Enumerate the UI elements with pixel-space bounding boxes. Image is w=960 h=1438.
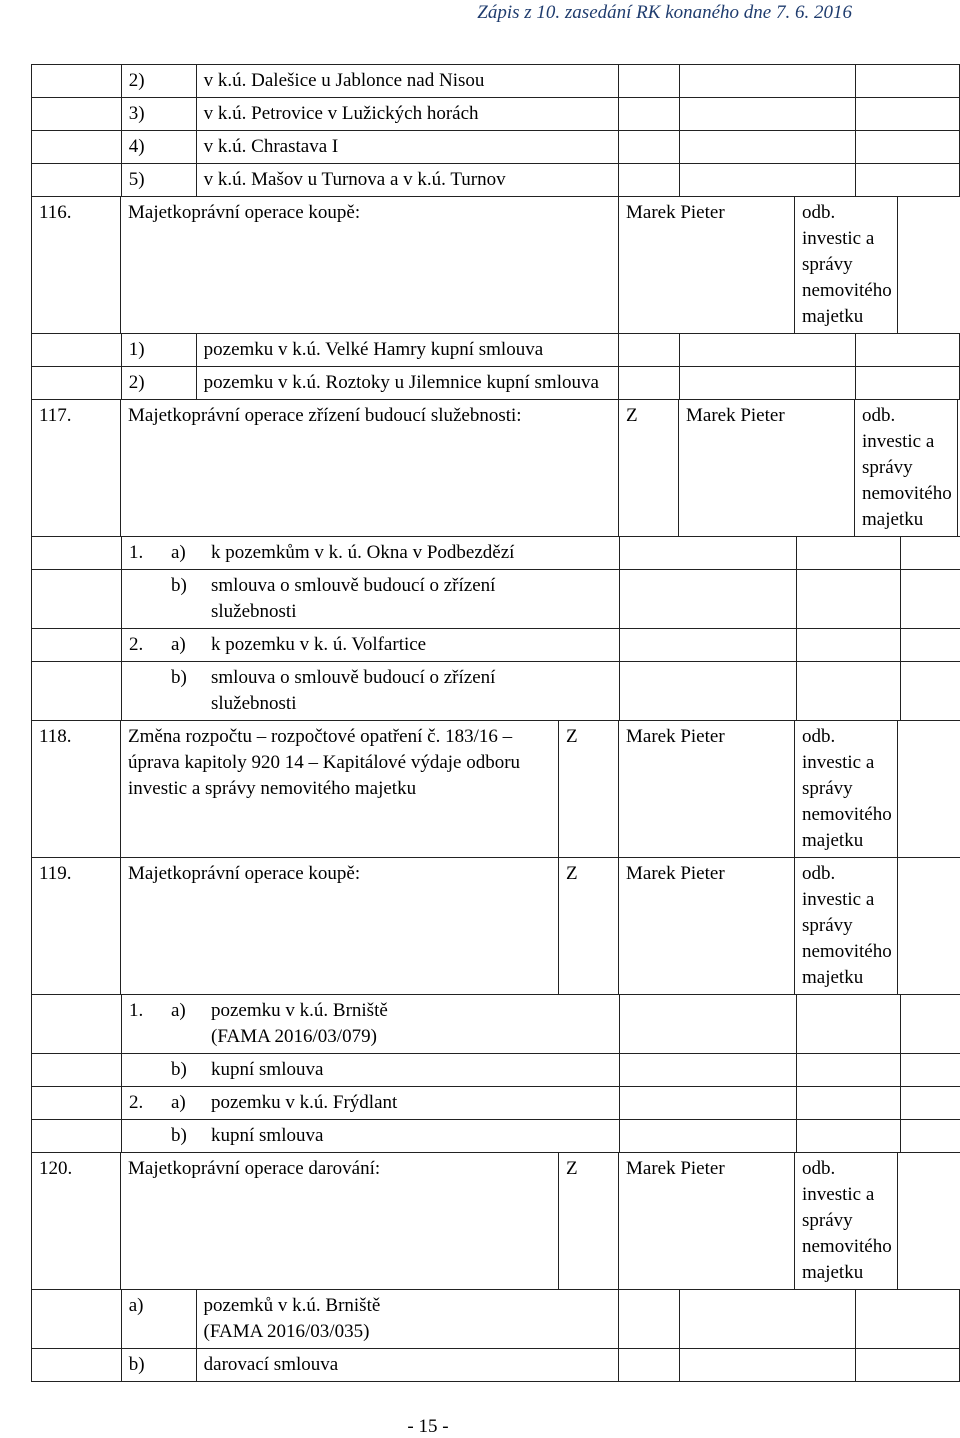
item-title: Změna rozpočtu – rozpočtové opatření č. 183/16 – úprava kapitoly 920 14 – Kapitálové výdaje odboru investic a správy nemovitého majetku (121, 721, 559, 857)
list-letter: a) (171, 634, 186, 655)
page-number: - 15 - (407, 1416, 449, 1437)
list-letter: b) (171, 1059, 187, 1080)
list-text: k pozemkům v k. ú. Okna v Podbezdězí (211, 542, 515, 563)
table-row (32, 164, 960, 197)
list-number: 2) (122, 65, 197, 97)
item-person: Marek Pieter (619, 721, 795, 857)
item-person: Marek Pieter (679, 400, 855, 536)
list-text: pozemku v k.ú. Velké Hamry kupní smlouva (197, 334, 619, 366)
list-text (122, 662, 620, 720)
list-text: smlouva o smlouvě budoucí o zřízení služebnosti (211, 667, 496, 714)
page-header: Zápis z 10. zasedání RK konaného dne 7. 6. 2016 (477, 2, 852, 23)
list-letter: a) (171, 542, 186, 563)
item-title: Majetkoprávní operace darování: (121, 1153, 559, 1289)
list-number: 1) (122, 334, 197, 366)
list-text: pozemku v k.ú. Roztoky u Jilemnice kupní smlouva (197, 367, 619, 399)
list-text: pozemku v k.ú. Frýdlant (211, 1092, 398, 1113)
item-mark: Z (559, 721, 619, 857)
item-mark: Z (559, 858, 619, 994)
list-number: b) (122, 1349, 197, 1381)
list-text (122, 1054, 620, 1086)
item-person: Marek Pieter (619, 197, 795, 333)
list-text (122, 537, 620, 569)
list-text: darovací smlouva (197, 1349, 619, 1381)
list-text (122, 629, 620, 661)
table-row (32, 334, 960, 367)
list-number: 3) (122, 98, 197, 130)
list-text: pozemků v k.ú. Brniště (FAMA 2016/03/035) (203, 1295, 381, 1342)
list-number: a) (122, 1290, 197, 1348)
list-number (129, 1123, 171, 1149)
list-number: 4) (122, 131, 197, 163)
list-number: 5) (122, 164, 197, 196)
list-letter: b) (171, 667, 187, 688)
item-department: odb. investic a správy nemovitého majetku (795, 1153, 898, 1289)
item-number: 116. (32, 197, 121, 333)
list-text: pozemku v k.ú. Brniště (FAMA 2016/03/079) (211, 1000, 388, 1047)
list-letter: b) (171, 1125, 187, 1146)
list-text: k pozemku v k. ú. Volfartice (211, 634, 427, 655)
table-row (32, 400, 960, 537)
table-row (32, 131, 960, 164)
list-letter: b) (171, 575, 187, 596)
list-number: 1. (129, 542, 144, 563)
table-row (32, 1349, 960, 1382)
item-department: odb. investic a správy nemovitého majetku (795, 721, 898, 857)
table-row (32, 995, 960, 1054)
table-row (32, 197, 960, 334)
table-row (32, 1054, 960, 1087)
table-row (32, 1290, 960, 1349)
list-text (122, 1120, 620, 1152)
list-text: v k.ú. Dalešice u Jablonce nad Nisou (197, 65, 619, 97)
table-row (32, 721, 960, 858)
item-department: odb. investic a správy nemovitého majetku (795, 858, 898, 994)
list-text: kupní smlouva (211, 1125, 324, 1146)
table-row (32, 367, 960, 400)
table-row (32, 570, 960, 629)
list-text (122, 1087, 620, 1119)
table-row (32, 662, 960, 721)
table-row (32, 1087, 960, 1120)
list-text (122, 570, 620, 628)
list-text: v k.ú. Petrovice v Lužických horách (197, 98, 619, 130)
table-row (32, 1120, 960, 1153)
list-text: kupní smlouva (211, 1059, 324, 1080)
item-department: odb. investic a správy nemovitého majetku (795, 197, 898, 333)
list-number: 2. (129, 1092, 144, 1113)
list-text (122, 995, 620, 1053)
agenda-table (31, 64, 960, 1382)
item-mark: Z (559, 1153, 619, 1289)
list-number: 2. (129, 634, 144, 655)
item-department: odb. investic a správy nemovitého majetku (855, 400, 958, 536)
item-number: 118. (32, 721, 121, 857)
list-text: v k.ú. Chrastava I (197, 131, 619, 163)
item-person: Marek Pieter (619, 1153, 795, 1289)
table-row (32, 629, 960, 662)
table-row (32, 65, 960, 98)
list-text: smlouva o smlouvě budoucí o zřízení služebnosti (211, 575, 496, 622)
item-person: Marek Pieter (619, 858, 795, 994)
list-number (129, 573, 171, 625)
item-title: Majetkoprávní operace koupě: (121, 197, 619, 333)
list-number (129, 1057, 171, 1083)
list-number: 2) (122, 367, 197, 399)
list-letter: a) (171, 1000, 186, 1021)
item-number: 117. (32, 400, 121, 536)
item-number: 119. (32, 858, 121, 994)
table-row (32, 98, 960, 131)
table-row (32, 858, 960, 995)
table-row (32, 1153, 960, 1290)
list-number (129, 665, 171, 717)
table-row (32, 537, 960, 570)
item-title: Majetkoprávní operace zřízení budoucí služebnosti: (121, 400, 619, 536)
item-mark: Z (619, 400, 679, 536)
list-text: v k.ú. Mašov u Turnova a v k.ú. Turnov (197, 164, 619, 196)
item-number: 120. (32, 1153, 121, 1289)
item-title: Majetkoprávní operace koupě: (121, 858, 559, 994)
list-letter: a) (171, 1092, 186, 1113)
list-number: 1. (129, 1000, 144, 1021)
